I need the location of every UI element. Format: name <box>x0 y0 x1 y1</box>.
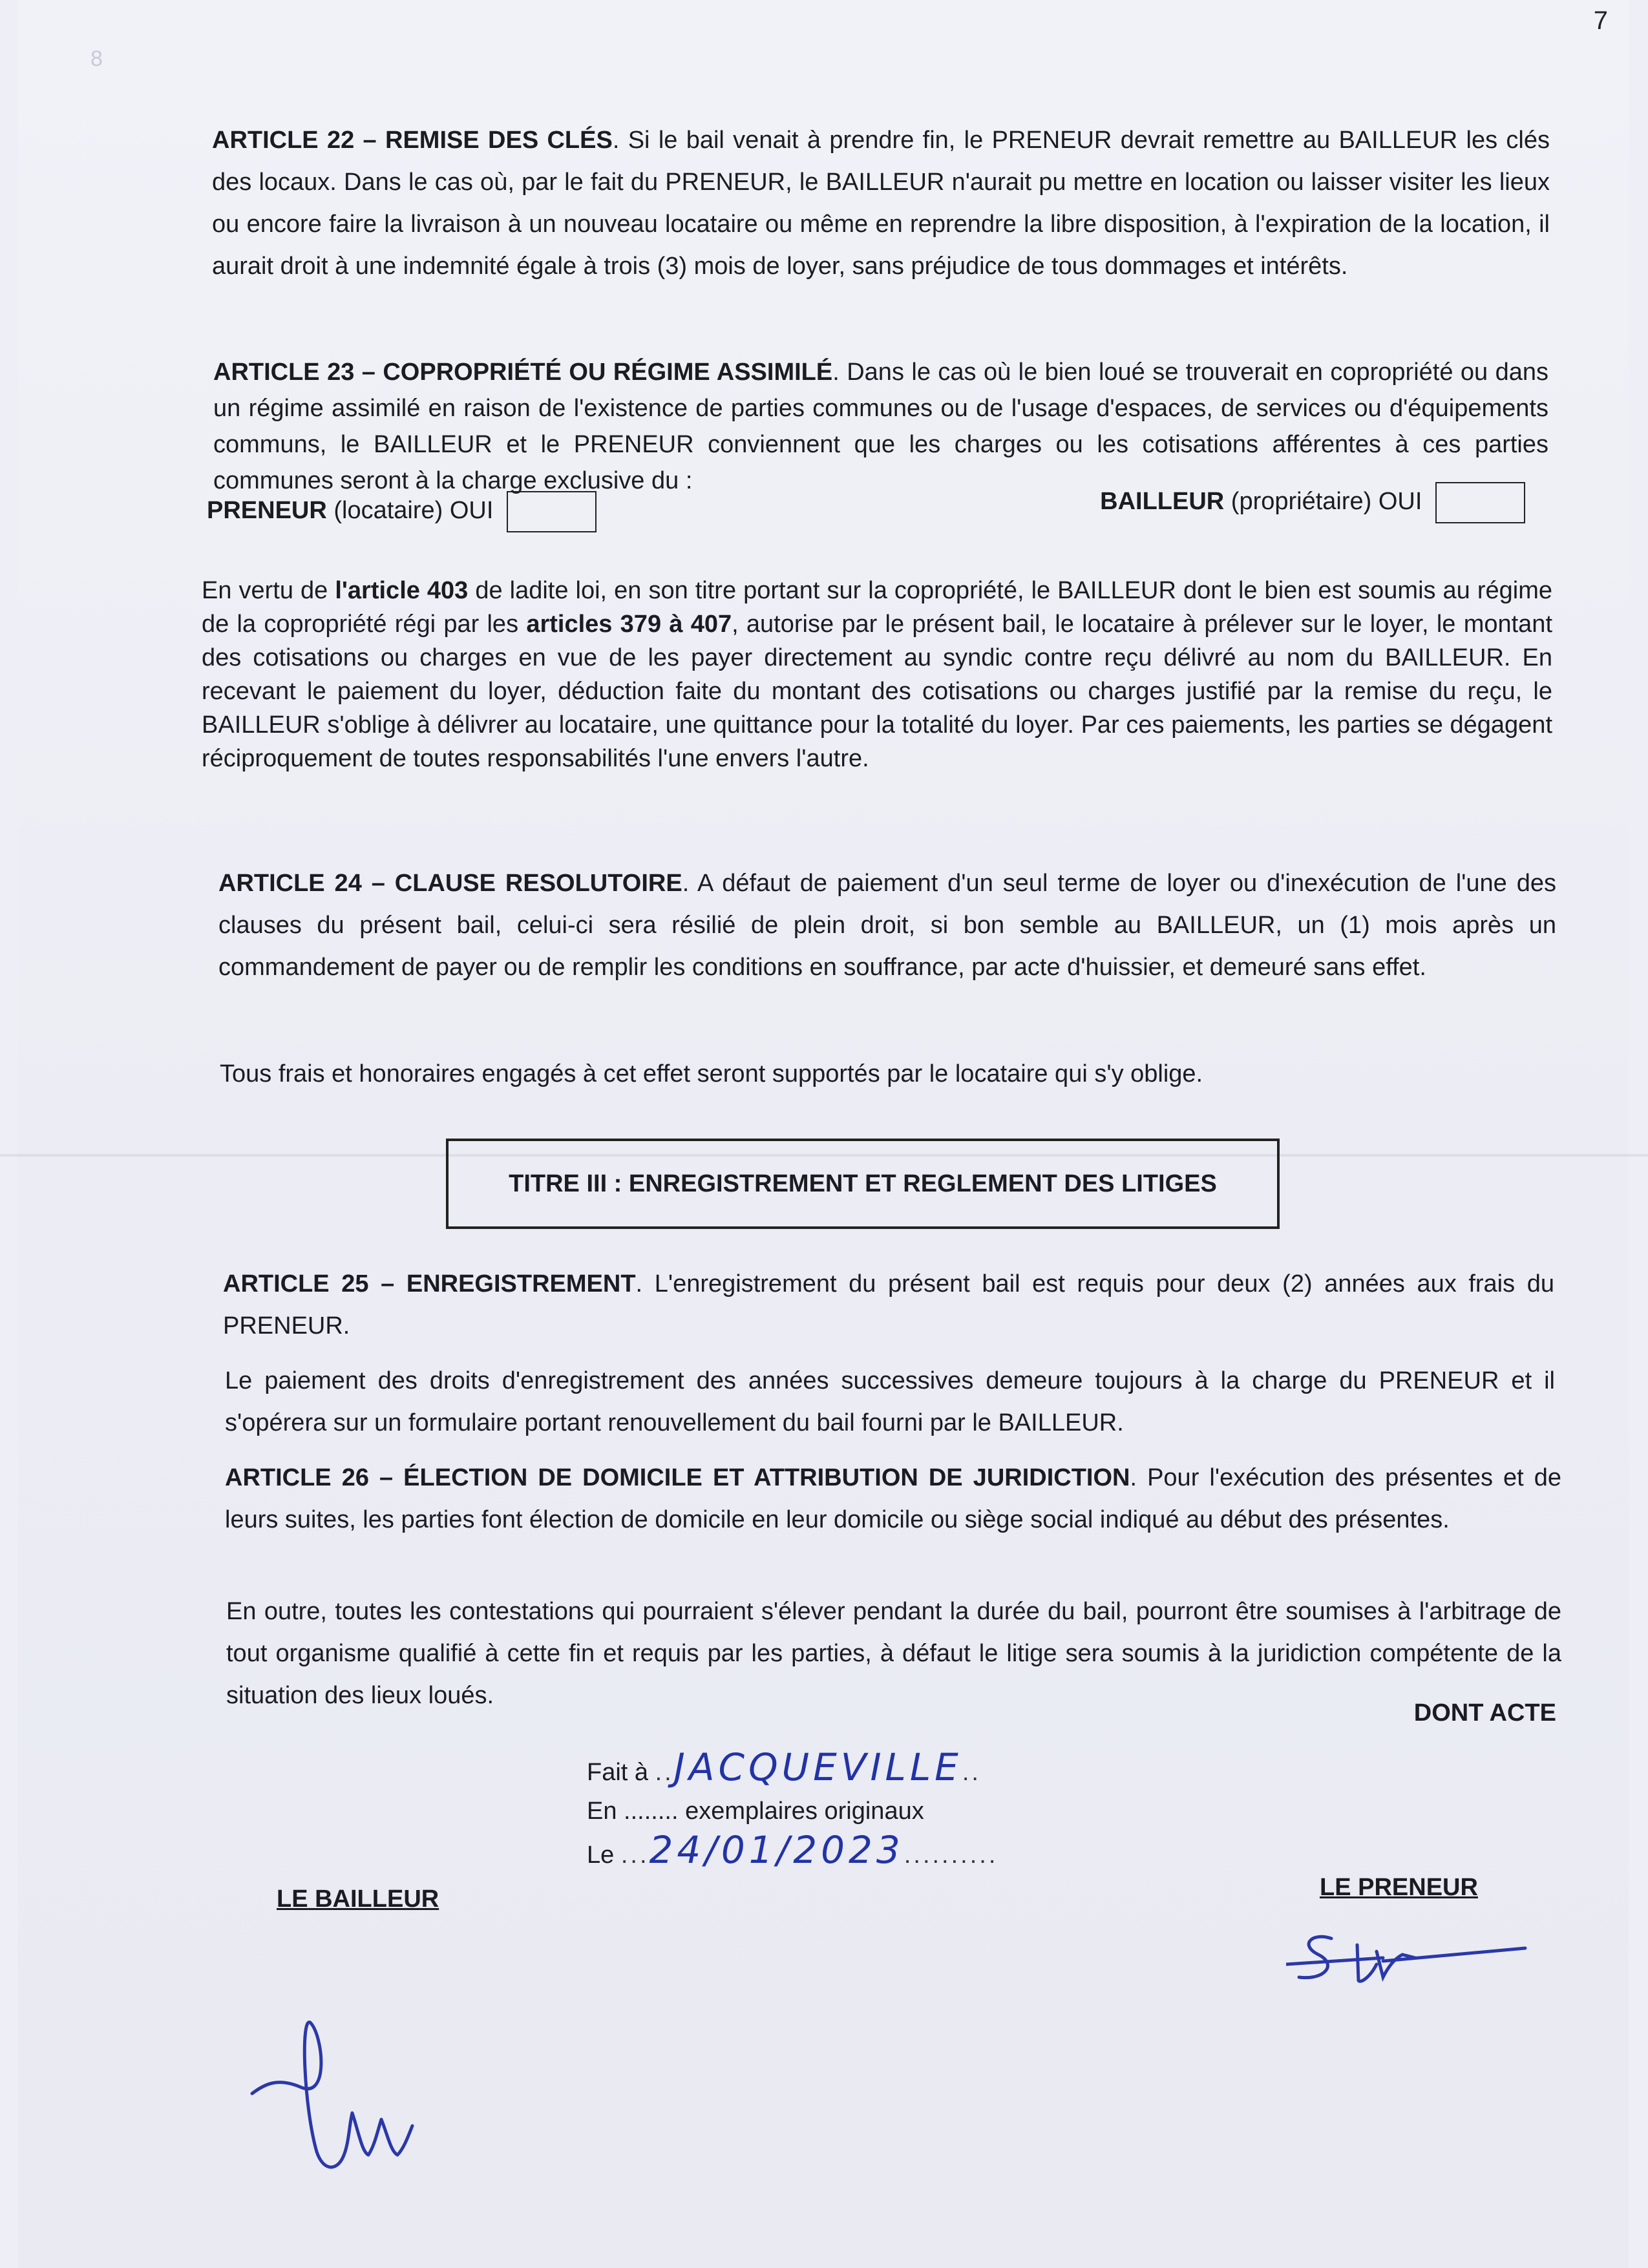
article-24-heading: ARTICLE 24 – CLAUSE RESOLUTOIRE <box>218 870 682 897</box>
preneur-signature-label: LE PRENEUR <box>1320 1874 1478 1901</box>
p2-ref-articles-379-407: articles 379 à 407 <box>526 611 732 638</box>
article-23-text: . Dans le cas où le bien loué se trouverait en copropriété ou dans un régime assimilé en raison de l'existence de parties communes ou de l'usage d'espaces, de services ou d'équipements communs, le BAILLEUR et le PRENEUR conviennent que les charges ou les cotisations afférentes à ces parties communes seront à la charge exclusive du : <box>213 359 1549 494</box>
signature-place-date <box>587 1745 998 1874</box>
bailleur-choice <box>1100 482 1525 523</box>
article-23-paragraph-2 <box>202 574 1552 775</box>
bailleur-signature-label: LE BAILLEUR <box>277 1885 439 1913</box>
p2-text-a: En vertu de <box>202 577 335 604</box>
fait-a-line: Fait à ..JACQUEVILLE.. <box>587 1745 981 1789</box>
place-handwritten: JACQUEVILLE <box>673 1745 962 1789</box>
article-26-text-2: En outre, toutes les contestations qui pourraient s'élever pendant la durée du bail, pourront être soumises à l'arbitrage de tout organisme qualifié à cette fin et requis par les parties, à défaut le litige sera soumis à la juridiction compétente de la situation des lieux loués. <box>226 1598 1561 1709</box>
bailleur-choice-label: BAILLEUR <box>1100 488 1225 516</box>
article-22-heading: ARTICLE 22 – REMISE DES CLÉS <box>212 127 613 154</box>
article-26-text: . Pour l'exécution des présentes et de leurs suites, les parties font élection de domicile en leur domicile ou siège social indiqué au début des présentes. <box>225 1464 1561 1533</box>
article-24-text: . A défaut de paiement d'un seul terme de loyer ou d'inexécution de l'une des clauses du présent bail, celui-ci sera résilié de plein droit, si bon semble au BAILLEUR, un (1) mois après un commandement de payer ou de remplir les conditions en souffrance, par acte d'huissier, et demeuré sans effet. <box>218 870 1556 981</box>
article-26 <box>225 1457 1561 1541</box>
p2-text-e: , autorise par le présent bail, le locataire à prélever sur le loyer, le montant des cotisations ou charges en vue de les payer directement au syndic contre reçu délivré au nom du BAILLEUR. En recevant le paiement du loyer, déduction faite du montant des cotisations ou charges justifié par la remise du reçu, le BAILLEUR s'oblige à délivrer au locataire, une quittance pour la totalité du loyer. Par ces paiements, les parties se dégagent réciproquement de toutes responsabilités l'une envers l'autre. <box>202 611 1552 772</box>
article-25-heading: ARTICLE 25 – ENREGISTREMENT <box>223 1270 636 1297</box>
bailleur-choice-role: (propriétaire) OUI <box>1231 488 1422 516</box>
article-22-text: . Si le bail venait à prendre fin, le PRENEUR devrait remettre au BAILLEUR les clés des locaux. Dans le cas où, par le fait du PRENEUR, le BAILLEUR n'aurait pu mettre en location ou laisser visiter les lieux ou encore faire la livraison à un nouveau locataire ou même en reprendre la libre disposition, à l'expiration de la location, il aurait droit à une indemnité égale à trois (3) mois de loyer, sans préjudice de tous dommages et intérêts. <box>212 127 1550 280</box>
p2-text-c: de ladite loi, en son titre portant sur la copropriété, le BAILLEUR dont le bien est soumis au régime de la copropriété régi par les <box>202 577 1553 638</box>
charge-choice-row <box>207 488 1525 536</box>
article-22 <box>212 120 1550 288</box>
article-26-heading: ARTICLE 26 – ÉLECTION DE DOMICILE ET ATTRIBUTION DE JURIDICTION <box>225 1464 1130 1491</box>
en-blank: ........ <box>624 1798 679 1825</box>
preneur-choice-role: (locataire) OUI <box>333 497 494 525</box>
article-24-text-2: Tous frais et honoraires engagés à cet effet seront supportés par le locataire qui s'y oblige. <box>220 1060 1203 1087</box>
article-25 <box>223 1263 1554 1347</box>
section-title: TITRE III : ENREGISTREMENT ET REGLEMENT DES LITIGES <box>509 1170 1217 1197</box>
fait-a-label: Fait à <box>587 1759 649 1786</box>
article-24-paragraph-2 <box>220 1053 1558 1095</box>
page-number: 7 <box>1593 6 1608 35</box>
date-handwritten: 24/01/2023 <box>649 1828 904 1872</box>
p2-ref-article-403: l'article 403 <box>335 577 469 604</box>
preneur-choice-label: PRENEUR <box>207 497 327 525</box>
bailleur-signature <box>239 2016 485 2184</box>
article-25-text: . L'enregistrement du présent bail est requis pour deux (2) années aux frais du PRENEUR. <box>223 1270 1554 1339</box>
preneur-checkbox[interactable] <box>507 491 597 532</box>
preneur-choice <box>207 491 597 532</box>
bleed-through-page-number: 8 <box>90 47 103 71</box>
article-24 <box>218 863 1556 989</box>
article-23 <box>213 354 1548 499</box>
le-label: Le <box>587 1842 615 1869</box>
bailleur-checkbox[interactable] <box>1435 482 1525 523</box>
dont-acte: DONT ACTE <box>1413 1699 1556 1727</box>
en-label: En <box>587 1798 617 1825</box>
article-23-heading: ARTICLE 23 – COPROPRIÉTÉ OU RÉGIME ASSIMILÉ <box>213 359 833 386</box>
article-26-paragraph-2 <box>226 1591 1561 1717</box>
article-25-paragraph-2 <box>225 1360 1555 1444</box>
date-line: Le ...24/01/2023.......... <box>587 1828 998 1872</box>
section-title-box <box>446 1139 1280 1229</box>
preneur-signature <box>1286 1919 1545 1997</box>
article-25-text-2: Le paiement des droits d'enregistrement des années successives demeure toujours à la charge du PRENEUR et il s'opérera sur un formulaire portant renouvellement du bail fourni par le BAILLEUR. <box>225 1367 1555 1436</box>
exemplaires-line <box>587 1792 998 1831</box>
exemplaires-label: exemplaires originaux <box>685 1798 924 1825</box>
